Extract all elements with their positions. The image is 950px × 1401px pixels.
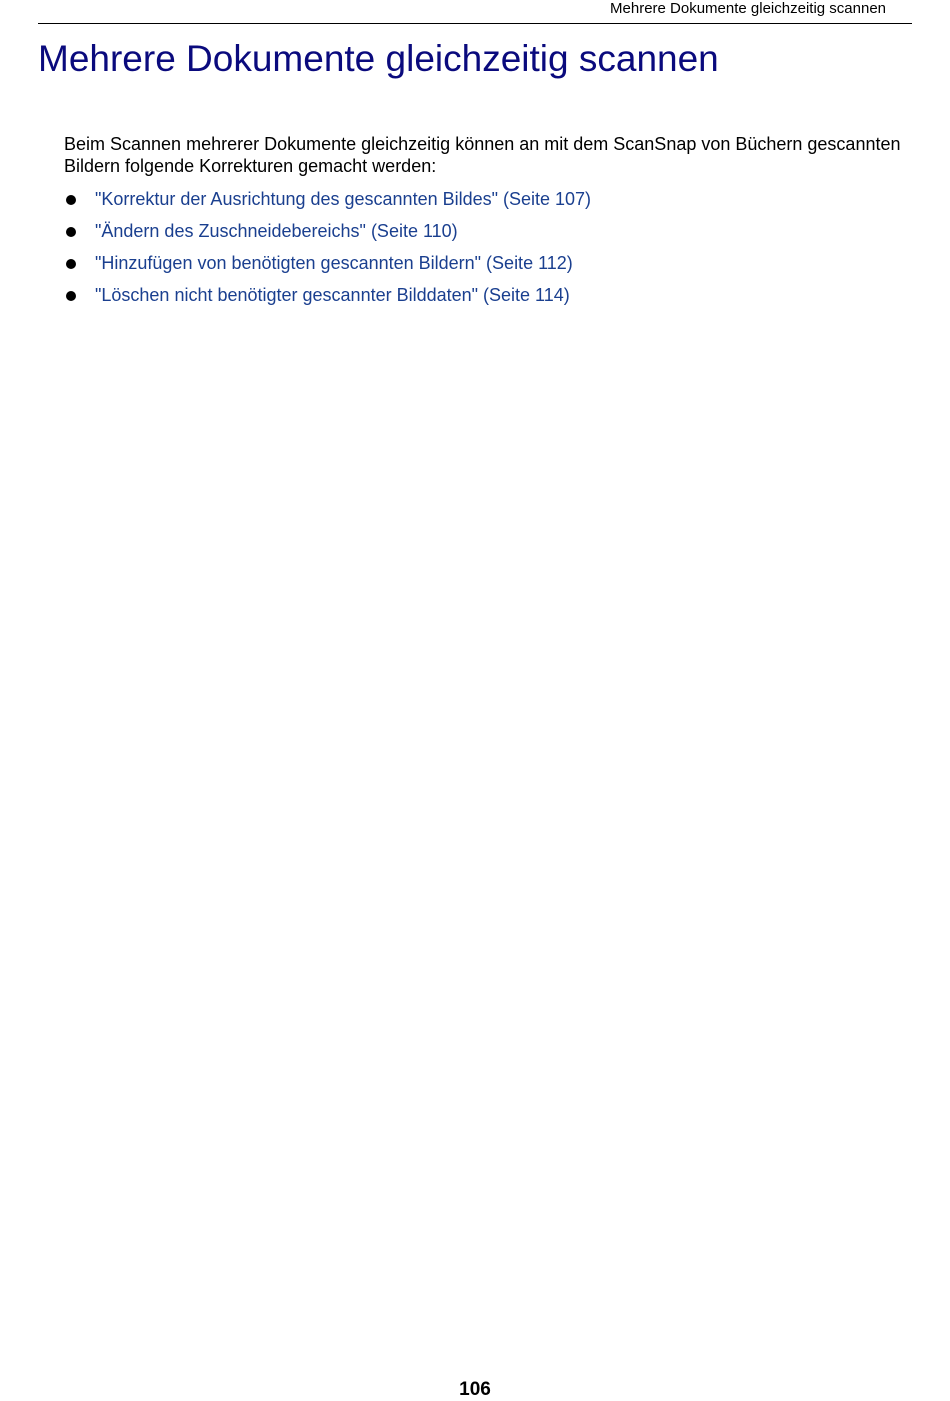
page-title: Mehrere Dokumente gleichzeitig scannen	[38, 38, 719, 79]
link-korrektur-ausrichtung[interactable]: "Korrektur der Ausrichtung des gescannten Bildes" (Seite 107)	[95, 189, 592, 209]
bullet-icon	[66, 195, 76, 205]
bullet-icon	[66, 259, 76, 269]
page-number: 106	[459, 1379, 491, 1400]
intro-paragraph: Beim Scannen mehrerer Dokumente gleichzeitig können an mit dem ScanSnap von Büchern gescannten Bildern folgende Korrekturen gemacht werden:	[64, 134, 901, 176]
bullet-icon	[66, 227, 76, 237]
link-bilder-hinzufuegen[interactable]: "Hinzufügen von benötigten gescannten Bildern" (Seite 112)	[95, 253, 573, 273]
bullet-icon	[66, 291, 76, 301]
running-header	[38, 0, 912, 24]
link-bilddaten-loeschen[interactable]: "Löschen nicht benötigter gescannter Bilddaten" (Seite 114)	[95, 285, 570, 305]
link-zuschneidebereich[interactable]: "Ändern des Zuschneidebereichs" (Seite 110)	[95, 221, 458, 241]
running-header-title: Mehrere Dokumente gleichzeitig scannen	[610, 0, 886, 17]
